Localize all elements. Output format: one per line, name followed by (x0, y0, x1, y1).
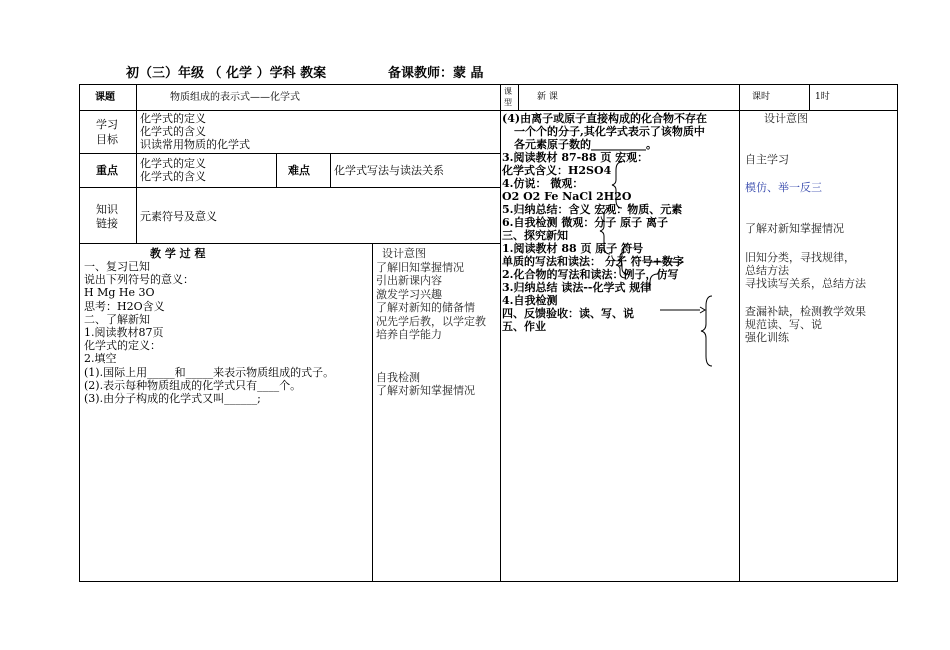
design-left-line: 引出新课内容 (376, 274, 442, 288)
teacher-name: 备课教师：蒙 晶 (388, 66, 484, 81)
goal-item: 化学式的含义 (140, 125, 206, 138)
mid-line: (4)由离子或原子直接构成的化合物不存在 (502, 112, 708, 125)
type-value: 新 课 (537, 92, 558, 102)
design-left-line: 培养自学能力 (376, 328, 442, 342)
mid-line: 3.归纳总结 读法--化学式 规律 (502, 281, 652, 294)
mid-line: 三、探究新知 (502, 229, 568, 242)
mid-line: 各元素原子数的__________。 (514, 138, 657, 151)
design-left-line: 激发学习兴趣 (376, 287, 442, 301)
goals-label: 学习目标 (96, 118, 118, 146)
key-item: 化学式的含义 (140, 170, 206, 183)
mid-line: 5.归纳总结：含义 宏观：物质、元素 (502, 203, 683, 216)
process-line: (2).表示每种物质组成的化学式只有____个。 (84, 378, 302, 392)
topic-value: 物质组成的表示式——化学式 (170, 92, 300, 103)
process-line: 说出下列符号的意义： (84, 273, 194, 287)
key-list (140, 157, 206, 183)
topic-label: 课题 (95, 92, 115, 103)
design-right-line: 规范读、写、说 (745, 318, 822, 331)
brace-feedback-icon (701, 296, 712, 366)
design-right-line: 总结方法 (745, 264, 789, 277)
design-right-line: 自主学习 (745, 153, 789, 166)
page-title: 初（三）年级 （ 化学 ）学科 教案 (126, 66, 327, 81)
mid-line: 化学式含义：H2SO4 (502, 164, 612, 177)
process-line: 化学式的定义： (84, 339, 161, 353)
design-right-line: 强化训练 (745, 331, 789, 344)
design-left-line: 况先学后教，以学定教 (376, 314, 486, 328)
arrow-head-icon (678, 259, 683, 265)
design-right-line: 模仿、举一反三 (745, 181, 822, 194)
process-line: 思考：H2O含义 (84, 299, 165, 313)
process-line: 一、复习已知 (84, 260, 150, 273)
brace-write-icon (616, 252, 626, 278)
mid-line: 四、反馈验收：读、写、说 (502, 307, 634, 320)
design-right-title: 设计意图 (764, 112, 808, 125)
mid-line: O2 O2 Fe NaCl 2H2O (502, 190, 632, 203)
design-left-list-2 (376, 371, 475, 398)
mid-line: 单质的写法和读法： 分子 符号+数字 (502, 255, 684, 268)
mid-line: 4.仿说： 微观： (502, 177, 584, 190)
mid-line: 4.自我检测 (502, 294, 558, 307)
difficulty-label: 难点 (288, 164, 310, 177)
hours-label: 课时 (752, 92, 771, 102)
hours-value: 1时 (815, 92, 830, 102)
mid-line: 1.阅读教材 88 页 原子 符号 (502, 242, 644, 255)
mid-line: 一个个的分子,其化学式表示了该物质中 (514, 125, 705, 138)
design-left-list (376, 261, 486, 341)
process-list (84, 260, 334, 405)
design-right-line: 了解对新知掌握情况 (745, 222, 844, 235)
type-label: 课型 (504, 87, 512, 107)
goals-list (140, 112, 250, 151)
process-line: H Mg He 3O (84, 286, 155, 300)
mid-line: 五、作业 (502, 320, 546, 333)
design-right-line: 旧知分类，寻找规律， (745, 251, 855, 264)
process-line: 2.填空 (84, 352, 117, 366)
process-title: 教 学 过 程 (150, 247, 206, 260)
process-line: 二、了解新知 (84, 312, 150, 326)
goal-item: 识读常用物质的化学式 (140, 138, 250, 151)
design-left-line: 了解旧知掌握情况 (376, 261, 464, 274)
design-left-line: 自我检测 (376, 371, 420, 384)
brace-diagram (500, 150, 740, 390)
mid-line: 3.阅读教材 87-88 页 宏观： (502, 151, 649, 164)
design-right-line: 查漏补缺，检测教学效果 (745, 305, 866, 318)
process-line: (1).国际上用_____和_____来表示物质组成的式子。 (84, 365, 335, 379)
brace-rule-icon (650, 274, 658, 290)
design-left-line: 了解对新知的储备情 (376, 301, 475, 315)
brace-meaning-icon (600, 208, 610, 254)
mid-line: 2.化合物的写法和读法：例子，仿写 (502, 268, 679, 281)
process-line: (3).由分子构成的化学式又叫______; (84, 392, 261, 406)
design-right-line: 寻找读写关系，总结方法 (745, 277, 866, 290)
design-left-title: 设计意图 (382, 247, 426, 260)
difficulty-value: 化学式写法与读法关系 (334, 164, 444, 177)
arrow-head-icon (700, 307, 705, 313)
mid-line: 6.自我检测 微观：分子 原子 离子 (502, 216, 668, 229)
key-item: 化学式的定义 (140, 157, 206, 170)
link-label: 知识链接 (96, 203, 118, 230)
brace-macro-icon (612, 162, 622, 208)
design-left-line: 了解对新知掌握情况 (376, 384, 475, 398)
goal-item: 化学式的定义 (140, 112, 206, 125)
link-value: 元素符号及意义 (140, 210, 217, 223)
key-label: 重点 (96, 164, 118, 177)
process-line: 1.阅读教材87页 (84, 326, 164, 340)
